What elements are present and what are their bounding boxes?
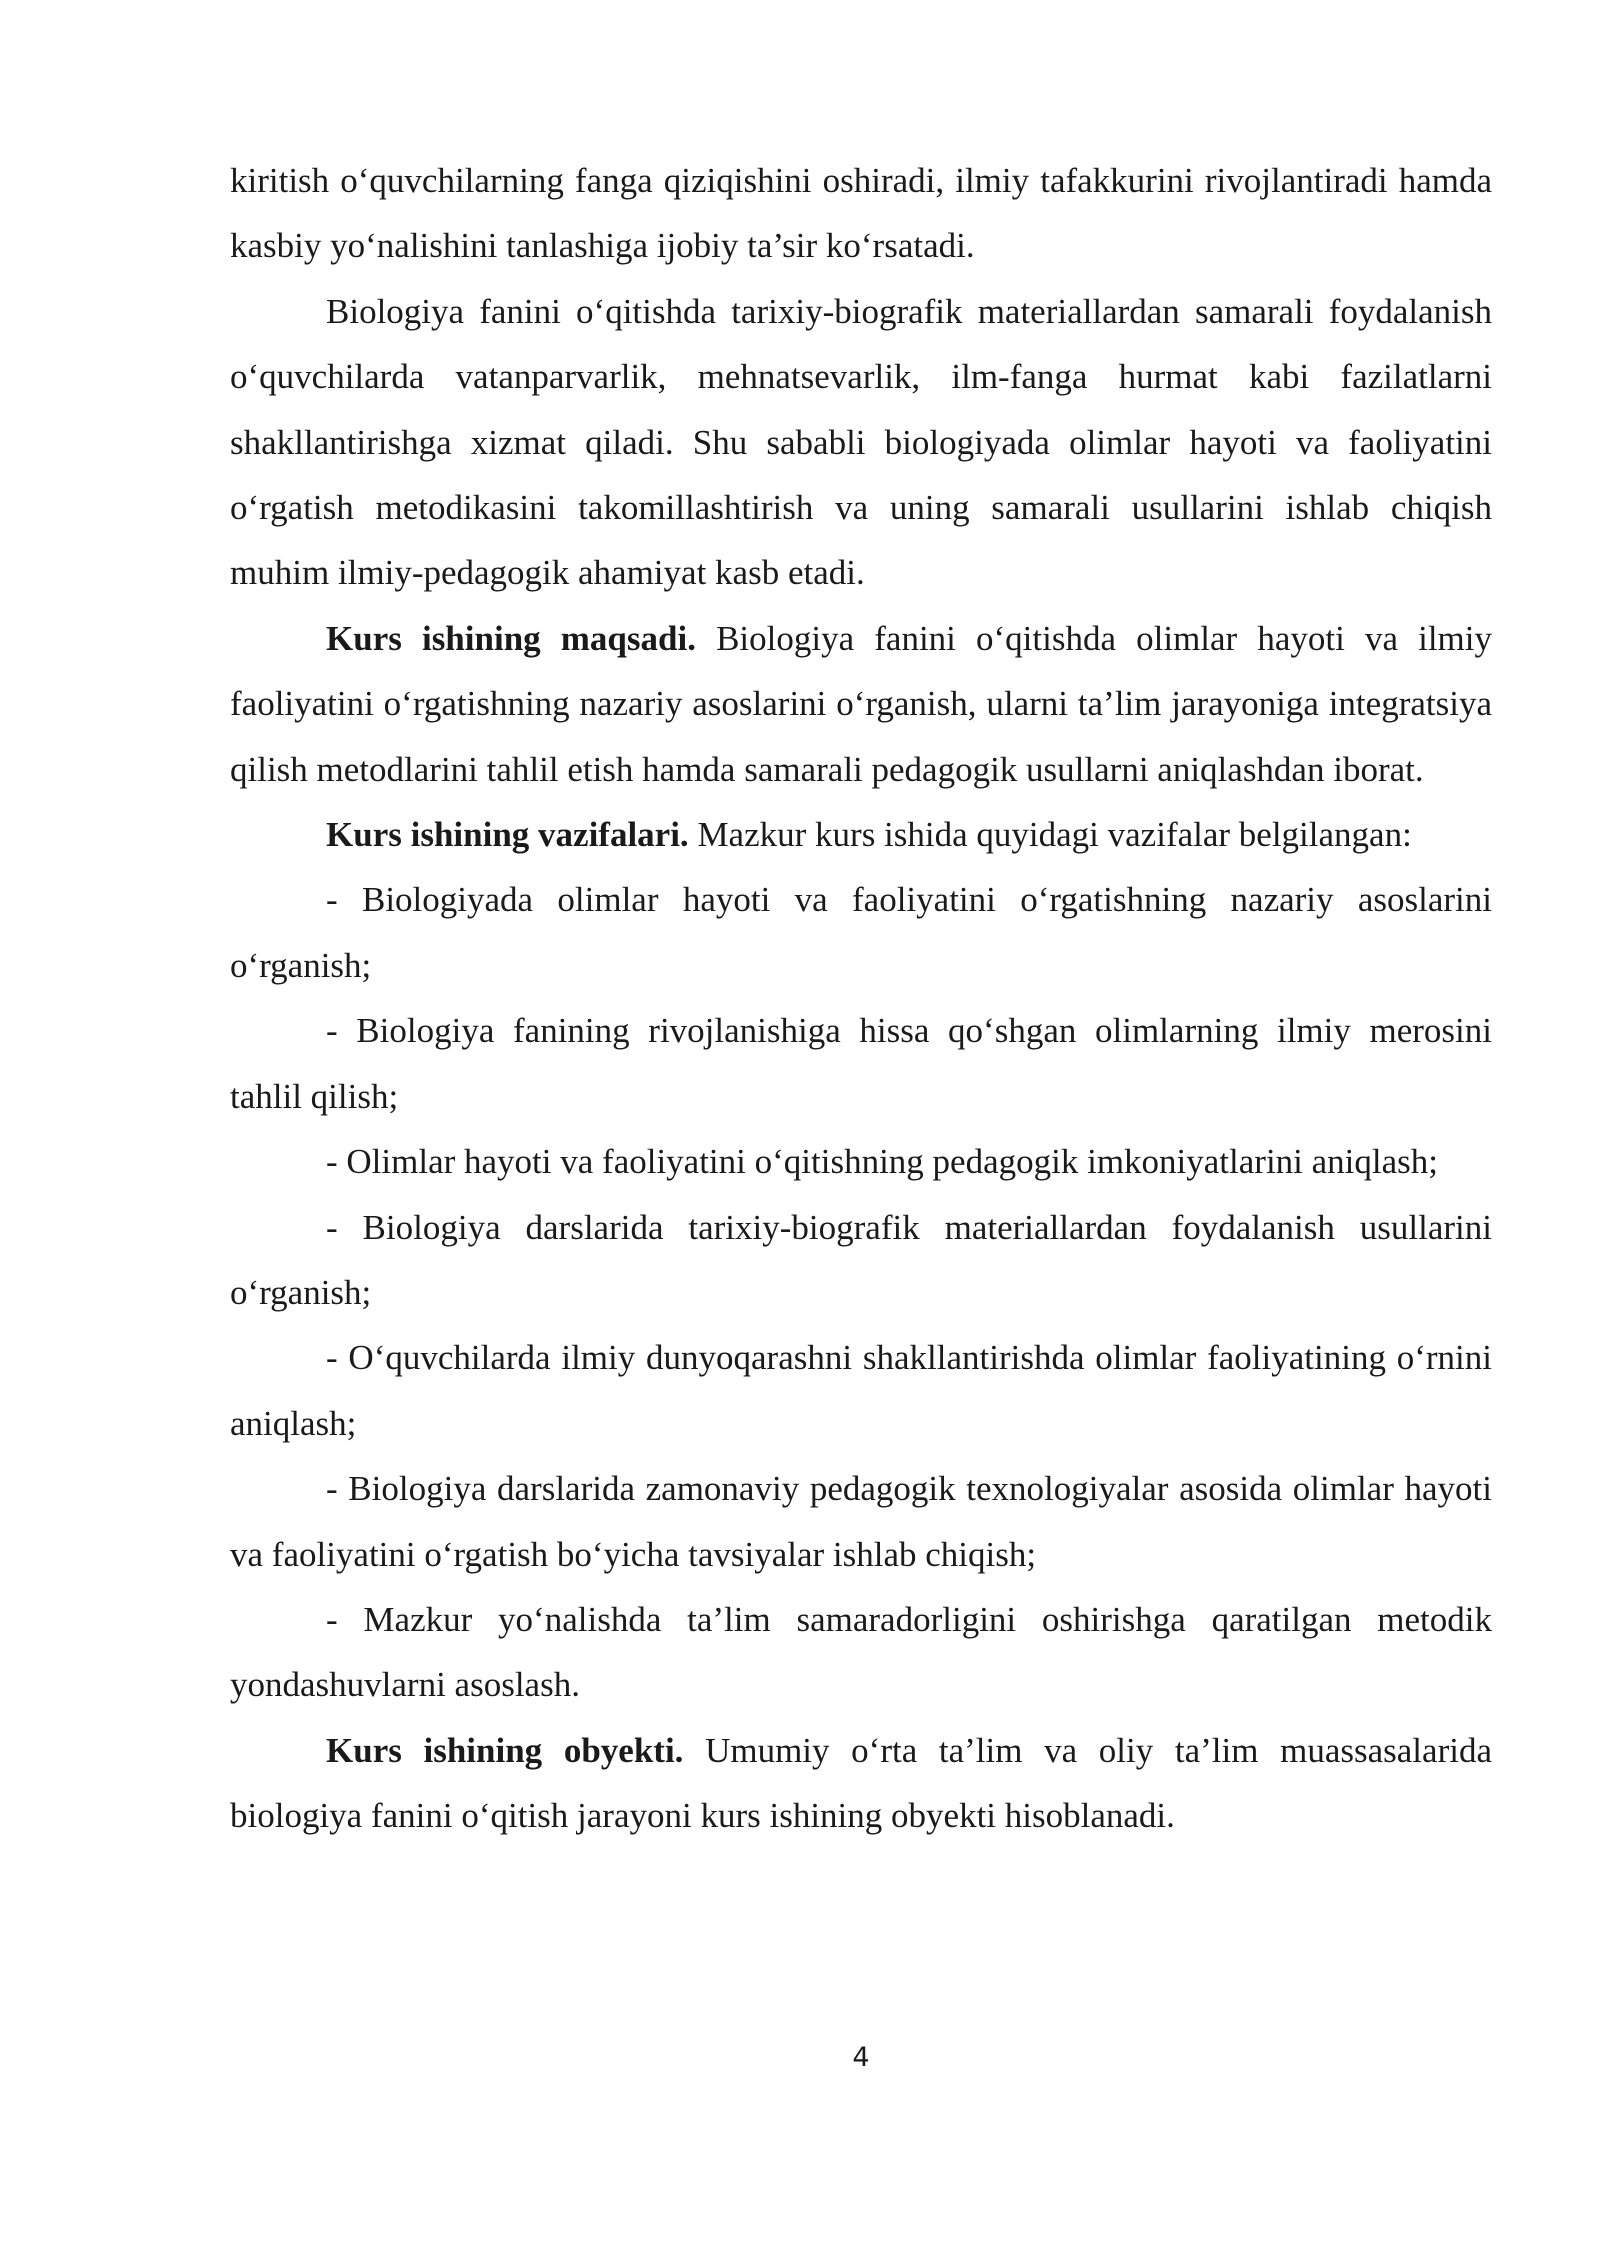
page-number: 4	[852, 2042, 870, 2073]
page-body	[230, 148, 1492, 1849]
task-item: - Biologiya fanining rivojlanishiga hissa qo‘shgan olimlarning ilmiy merosini tahlil qilish;	[230, 1011, 1492, 1116]
paragraph-historical-materials: Biologiya fanini o‘qitishda tarixiy-biografik materiallardan samarali foydalanish o‘quvchilarda vatanparvarlik, mehnatsevarlik, ilm-fanga hurmat kabi fazilatlarni shakllantirishga xizmat qiladi. Shu sababli biologiyada olimlar hayoti va faoliyatini o‘rgatish metodikasini takomillashtirish va uning samarali usullarini ishlab chiqish muhim ilmiy-pedagogik ahamiyat kasb etadi.	[230, 291, 1492, 593]
task-item: - O‘quvchilarda ilmiy dunyoqarashni shakllantirishda olimlar faoliyatining o‘rnini aniqlash;	[230, 1338, 1492, 1443]
tasks-heading: Kurs ishining vazifalari.	[326, 815, 689, 855]
goal-heading: Kurs ishining maqsadi.	[326, 618, 696, 658]
goal-text: Biologiya fanini o‘qitishda olimlar hayoti va ilmiy faoliyatini o‘rgatishning nazariy asoslarini o‘rganish, ularni ta’lim jarayoniga integratsiya qilish metodlarini tahlil etish hamda samarali pedagogik usullarni aniqlashdan iborat.	[230, 618, 1492, 789]
task-item: - Biologiya darslarida zamonaviy pedagogik texnologiyalar asosida olimlar hayoti va faoliyatini o‘rgatish bo‘yicha tavsiyalar ishlab chiqish;	[230, 1469, 1492, 1574]
task-item: - Mazkur yo‘nalishda ta’lim samaradorligini oshirishga qaratilgan metodik yondashuvlarni asoslash.	[230, 1599, 1492, 1705]
object-heading: Kurs ishining obyekti.	[326, 1730, 684, 1770]
task-item: - Olimlar hayoti va faoliyatini o‘qitishning pedagogik imkoniyatlarini aniqlash;	[326, 1142, 1439, 1182]
paragraph-tasks	[230, 802, 1492, 867]
object-text: Umumiy o‘rta ta’lim va oliy ta’lim muassasalarida biologiya fanini o‘qitish jarayoni kurs ishining obyekti hisoblanadi.	[230, 1730, 1492, 1836]
tasks-intro-text: Mazkur kurs ishida quyidagi vazifalar belgilangan:	[688, 815, 1412, 855]
paragraph-object	[230, 1718, 1492, 1849]
task-item: - Biologiya darslarida tarixiy-biografik materiallardan foydalanish usullarini o‘rganish;	[230, 1207, 1492, 1312]
paragraph-continuation: kiritish o‘quvchilarning fanga qiziqishini oshiradi, ilmiy tafakkurini rivojlantiradi hamda kasbiy yo‘nalishini tanlashiga ijobiy ta’sir ko‘rsatadi.	[230, 161, 1492, 266]
task-item: - Biologiyada olimlar hayoti va faoliyatini o‘rgatishning nazariy asoslarini o‘rganish;	[230, 880, 1492, 985]
paragraph-goal	[230, 606, 1492, 802]
